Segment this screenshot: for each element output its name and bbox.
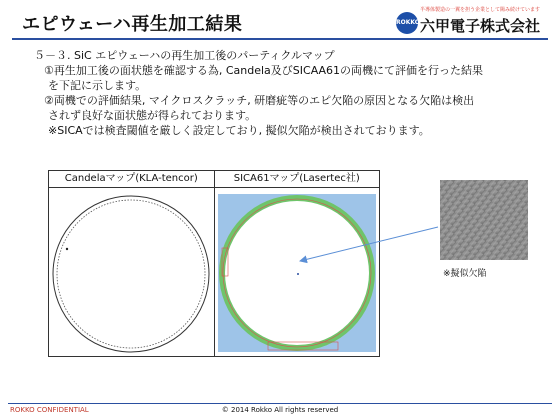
candela-particle-point (66, 248, 68, 250)
note-line: ※SICAでは検査閾値を厳しく設定しており, 擬似欠陥が検出されております。 (48, 124, 430, 137)
paragraph-1-line-2: を下記に示します。 (48, 79, 147, 92)
page-title: エピウェーハ再生加工結果 (22, 14, 243, 35)
sica-map-cell (215, 188, 380, 356)
candela-map-cell (49, 188, 215, 356)
sica-wafer-surface (225, 201, 369, 345)
map-table-body (49, 188, 379, 356)
logo-tagline: 半導体製造の一翼を担う企業として陽み続けています (420, 7, 541, 13)
company-logo (378, 6, 556, 36)
candela-edge-exclusion (57, 200, 205, 348)
sica-map-header: SICA61マップ(Lasertec社) (233, 173, 360, 184)
candela-wafer-map (49, 188, 213, 356)
map-table-header (49, 171, 379, 188)
sica-wafer-map (215, 188, 379, 356)
paragraph-1-line-1: ①再生加工後の面状態を確認する為, Candela及びSICAA61の両機にて評価を行った結果 (44, 64, 484, 77)
section-heading: ５－３. SiC エピウェーハの再生加工後のパーティクルマップ (34, 49, 335, 62)
map-comparison-table (48, 170, 380, 357)
paragraph-2-line-2: されず良好な面状態が得られております。 (48, 109, 257, 122)
defect-caption: ※擬似欠陥 (443, 269, 487, 279)
footer-copyright: © 2014 Rokko All rights reserved (221, 406, 339, 414)
company-name: 六甲電子株式会社 (420, 17, 541, 35)
body-text (22, 48, 542, 138)
footer-confidential: ROKKO CONFIDENTIAL (10, 406, 89, 414)
candela-wafer-outline (53, 196, 209, 352)
title-underline (12, 38, 548, 40)
candela-map-header: Candelaマップ(KLA-tencor) (49, 171, 215, 187)
pseudo-defect-micrograph (440, 180, 528, 260)
logo-emblem-icon: ROKKO (396, 12, 418, 34)
footer-rule (8, 403, 552, 404)
sica-pseudo-defect-point (297, 273, 299, 275)
paragraph-2-line-1: ②両機での評価結果, マイクロスクラッチ, 研磨疵等のエピ欠陥の原因となる欠陥は検出 (44, 94, 475, 107)
